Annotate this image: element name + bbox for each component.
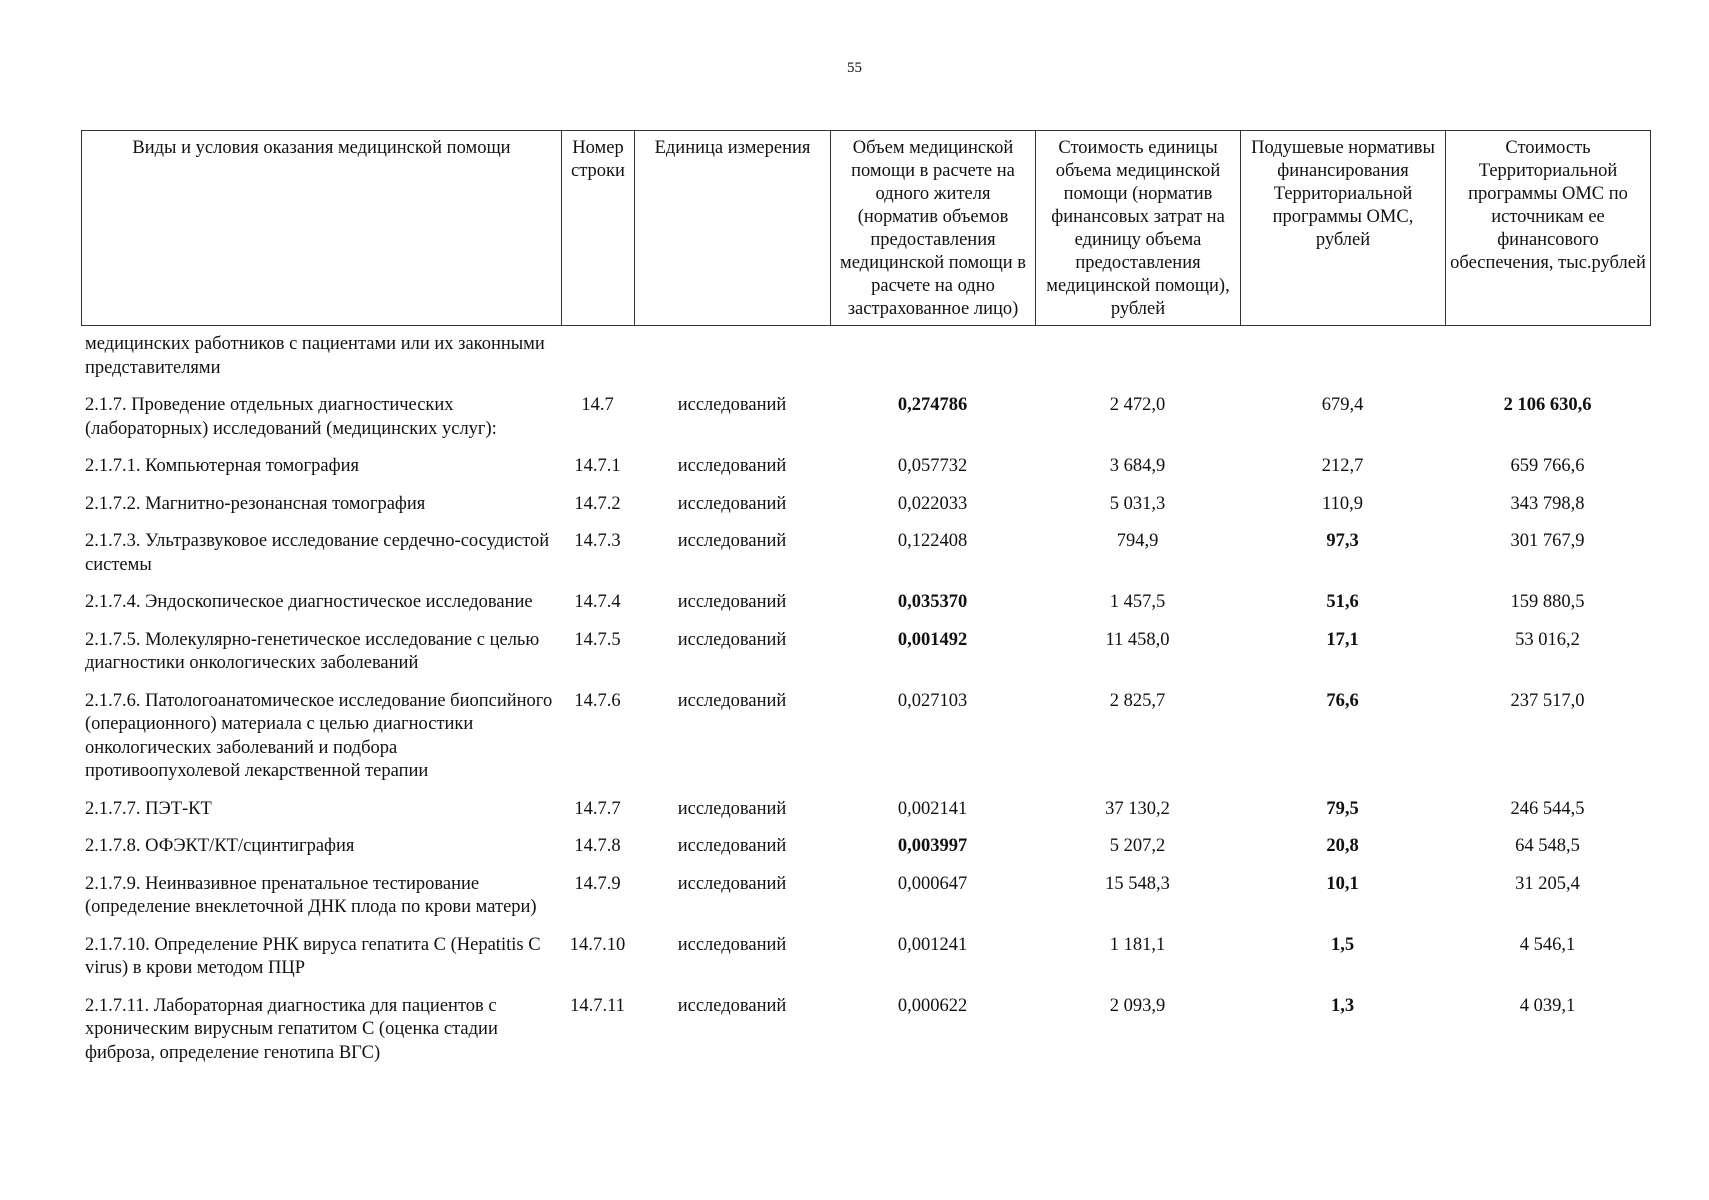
row-volume: 0,003997 bbox=[897, 836, 968, 856]
row-volume: 0,002141 bbox=[897, 798, 968, 819]
continuation-row bbox=[81, 333, 1650, 394]
row-name: 2.1.7. Проведение отдельных диагностических (лабораторных) исследований (медицинских услуг): bbox=[85, 395, 497, 439]
row-volume: 0,000647 bbox=[897, 873, 968, 894]
row-norm: 212,7 bbox=[1321, 456, 1364, 476]
row-name: 2.1.7.5. Молекулярно-генетическое исследование с целью диагностики онкологических заболеваний bbox=[85, 629, 540, 673]
table-header bbox=[81, 130, 1651, 326]
row-unit: исследований bbox=[677, 531, 787, 551]
table-row bbox=[81, 835, 1650, 873]
table-row bbox=[81, 455, 1650, 493]
row-cost: 37 130,2 bbox=[1105, 798, 1170, 819]
row-unit: исследований bbox=[677, 995, 787, 1016]
row-cost: 2 472,0 bbox=[1109, 395, 1166, 415]
header-row-number: Номер строки bbox=[562, 131, 635, 326]
row-norm: 20,8 bbox=[1326, 836, 1359, 856]
row-name: 2.1.7.6. Патологоанатомическое исследование биопсийного (операционного) материала с целью диагностики онкологических заболеваний и подбора противоопухолевой лекарственной терапии bbox=[85, 690, 553, 781]
row-volume: 0,022033 bbox=[897, 493, 968, 514]
row-unit: исследований bbox=[677, 456, 787, 476]
table-row bbox=[81, 591, 1650, 629]
table-row bbox=[81, 995, 1650, 1080]
row-volume: 0,274786 bbox=[897, 395, 968, 415]
row-cost: 794,9 bbox=[1116, 531, 1159, 551]
row-total: 343 798,8 bbox=[1510, 493, 1585, 514]
row-num: 14.7.8 bbox=[574, 836, 621, 856]
table-row bbox=[81, 394, 1650, 455]
header-services: Виды и условия оказания медицинской помощи bbox=[82, 131, 562, 326]
row-cost: 2 825,7 bbox=[1109, 690, 1166, 711]
row-volume: 0,001241 bbox=[897, 934, 968, 955]
row-norm: 79,5 bbox=[1326, 798, 1359, 819]
row-cost: 5 207,2 bbox=[1109, 836, 1166, 856]
row-norm: 10,1 bbox=[1326, 873, 1359, 894]
table-row bbox=[81, 493, 1650, 531]
row-total: 237 517,0 bbox=[1510, 690, 1585, 711]
row-num: 14.7.4 bbox=[574, 592, 621, 612]
row-total: 659 766,6 bbox=[1510, 456, 1585, 476]
row-num: 14.7.10 bbox=[569, 934, 626, 955]
row-cost: 1 457,5 bbox=[1109, 592, 1166, 612]
row-num: 14.7.2 bbox=[574, 493, 621, 514]
table-body bbox=[81, 333, 1650, 1079]
row-name: 2.1.7.1. Компьютерная томография bbox=[85, 456, 359, 476]
row-total: 246 544,5 bbox=[1510, 798, 1585, 819]
table-row bbox=[81, 798, 1650, 836]
row-name: 2.1.7.8. ОФЭКТ/КТ/сцинтиграфия bbox=[85, 836, 355, 856]
row-unit: исследований bbox=[677, 798, 787, 819]
row-num: 14.7 bbox=[581, 395, 614, 415]
row-unit: исследований bbox=[677, 592, 787, 612]
row-name: 2.1.7.11. Лабораторная диагностика для пациентов с хроническим вирусным гепатитом С (оценка стадии фиброза, определение генотипа ВГС) bbox=[85, 995, 498, 1063]
row-unit: исследований bbox=[677, 629, 787, 650]
row-unit: исследований bbox=[677, 493, 787, 514]
row-unit: исследований bbox=[677, 395, 787, 415]
row-total: 4 546,1 bbox=[1519, 934, 1576, 955]
row-norm: 679,4 bbox=[1321, 395, 1364, 415]
row-total: 64 548,5 bbox=[1515, 836, 1580, 856]
row-unit: исследований bbox=[677, 934, 787, 955]
row-total: 301 767,9 bbox=[1510, 531, 1585, 551]
row-volume: 0,057732 bbox=[897, 456, 968, 476]
header-unit: Единица измерения bbox=[635, 131, 831, 326]
table-row bbox=[81, 934, 1650, 995]
row-num: 14.7.6 bbox=[574, 690, 621, 711]
row-cost: 5 031,3 bbox=[1109, 493, 1166, 514]
row-cost: 15 548,3 bbox=[1105, 873, 1170, 894]
row-unit: исследований bbox=[677, 873, 787, 894]
row-name: 2.1.7.3. Ультразвуковое исследование сердечно-сосудистой системы bbox=[85, 531, 550, 575]
row-name: 2.1.7.2. Магнитно-резонансная томография bbox=[85, 493, 426, 514]
row-total: 159 880,5 bbox=[1510, 592, 1585, 612]
header-unit-cost: Стоимость единицы объема медицинской помощи (норматив финансовых затрат на единицу объема предоставления медицинской помощи), рублей bbox=[1036, 131, 1241, 326]
row-unit: исследований bbox=[677, 836, 787, 856]
row-volume: 0,035370 bbox=[897, 592, 968, 612]
row-num: 14.7.5 bbox=[574, 629, 621, 650]
row-volume: 0,122408 bbox=[897, 531, 968, 551]
row-unit: исследований bbox=[677, 690, 787, 711]
row-num: 14.7.11 bbox=[570, 995, 625, 1016]
row-name: 2.1.7.9. Неинвазивное пренатальное тестирование (определение внеклеточной ДНК плода по крови матери) bbox=[85, 873, 537, 917]
row-volume: 0,027103 bbox=[897, 690, 968, 711]
row-name: 2.1.7.10. Определение РНК вируса гепатита С (Hepatitis C virus) в крови методом ПЦР bbox=[85, 934, 541, 978]
header-total-cost: Стоимость Территориальной программы ОМС по источникам ее финансового обеспечения, тыс.рублей bbox=[1446, 131, 1651, 326]
row-norm: 1,5 bbox=[1330, 934, 1355, 955]
header-row bbox=[82, 131, 1651, 326]
table-row bbox=[81, 690, 1650, 798]
row-num: 14.7.3 bbox=[574, 531, 621, 551]
table-row bbox=[81, 873, 1650, 934]
row-volume: 0,000622 bbox=[897, 995, 968, 1016]
row-norm: 110,9 bbox=[1322, 493, 1363, 514]
row-total: 4 039,1 bbox=[1519, 995, 1576, 1016]
row-total: 53 016,2 bbox=[1515, 629, 1580, 650]
header-per-capita: Подушевые нормативы финансирования Территориальной программы ОМС, рублей bbox=[1241, 131, 1446, 326]
table-row bbox=[81, 530, 1650, 591]
table-row bbox=[81, 629, 1650, 690]
row-total: 31 205,4 bbox=[1515, 873, 1580, 894]
row-cost: 1 181,1 bbox=[1109, 934, 1166, 955]
row-volume: 0,001492 bbox=[897, 629, 968, 650]
row-num: 14.7.1 bbox=[574, 456, 621, 476]
continuation-text: медицинских работников с пациентами или их законными представителями bbox=[85, 334, 545, 378]
row-norm: 51,6 bbox=[1326, 592, 1359, 612]
row-norm: 76,6 bbox=[1326, 690, 1359, 711]
row-name: 2.1.7.4. Эндоскопическое диагностическое исследование bbox=[85, 592, 533, 612]
header-volume: Объем медицинской помощи в расчете на одного жителя (норматив объемов предоставления медицинской помощи в расчете на одно застрахованное лицо) bbox=[831, 131, 1036, 326]
row-cost: 11 458,0 bbox=[1105, 629, 1170, 650]
row-name: 2.1.7.7. ПЭТ-КТ bbox=[85, 798, 212, 819]
row-total: 2 106 630,6 bbox=[1503, 395, 1592, 415]
row-cost: 2 093,9 bbox=[1109, 995, 1166, 1016]
row-num: 14.7.7 bbox=[574, 798, 621, 819]
row-cost: 3 684,9 bbox=[1109, 456, 1166, 476]
row-num: 14.7.9 bbox=[574, 873, 621, 894]
row-norm: 17,1 bbox=[1326, 629, 1359, 650]
page-number: 55 bbox=[847, 60, 862, 76]
row-norm: 1,3 bbox=[1330, 995, 1355, 1016]
row-norm: 97,3 bbox=[1326, 531, 1359, 551]
